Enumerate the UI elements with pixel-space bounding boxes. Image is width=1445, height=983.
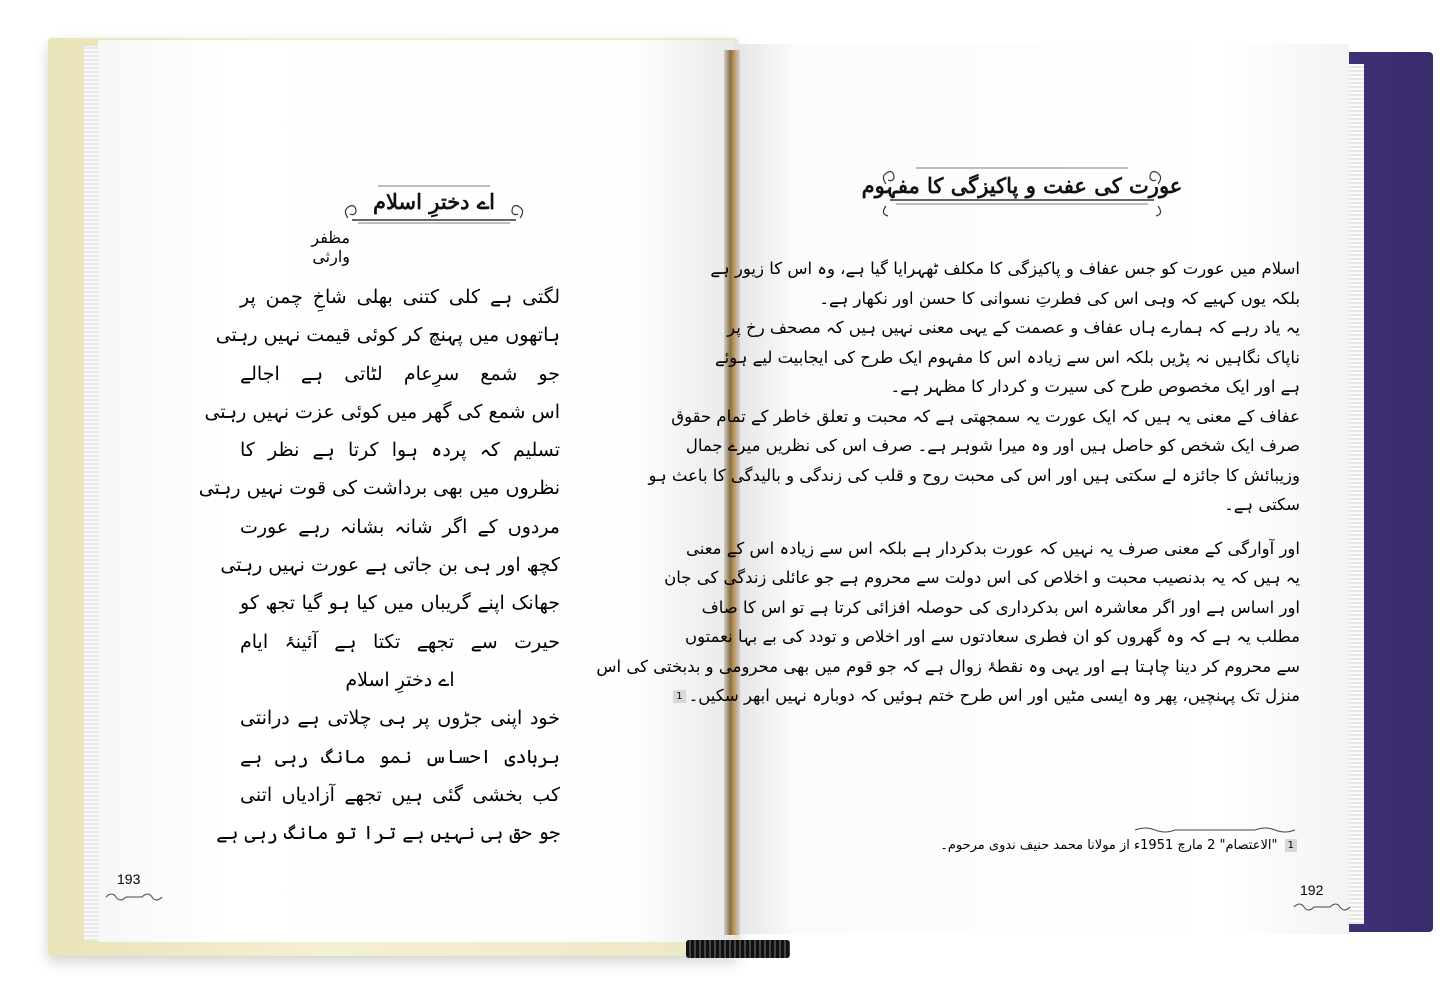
text-line: سکتی ہے۔: [1224, 495, 1300, 514]
page-number-ornament-right: [1292, 900, 1352, 914]
text-line-last: [676, 681, 1300, 711]
poem-line: ہاتھوں میں پہنچ کر کوئی قیمت نہیں رہتی: [215, 324, 560, 347]
text-line: منزل تک پہنچیں، پھر وہ ایسی مٹیں اور اس طرح ختم ہوئیں کہ دوبارہ نہیں ابھر سکیں۔: [688, 686, 1300, 705]
article-title: عورت کی عفت و پاکیزگی کا مفہوم: [861, 172, 1183, 198]
bookmark-ribbon: [686, 940, 790, 958]
text-line: صرف ایک شخص کو حاصل ہیں اور وہ میرا شوہر ہے۔ صرف اس کی نظریں میرے جمال: [685, 436, 1300, 455]
left-page-title-frame: [338, 180, 530, 230]
text-line: بلکہ یوں کہیے کہ وہی اس کی فطرتِ نسوانی کا حسن اور نکھار ہے۔: [819, 288, 1300, 308]
text-line: سے محروم کر دینا چاہتا ہے اور یہی وہ نقطۂ زوال ہے کہ جو قوم میں بھی محرومی و بدبختی کی اس: [596, 656, 1300, 676]
text-line: اور اساس ہے اور اگر معاشرہ اس بدکرداری کی حوصلہ افزائی کرتا ہے تو اس کا صاف: [701, 597, 1300, 617]
text-line: ہے اور ایک مخصوص طرح کی سیرت و کردار کا مظہر ہے۔: [890, 377, 1300, 396]
poem-line: اس شمع کی گھر میں کوئی عزت نہیں رہتی: [204, 400, 560, 423]
page-number-right: 192: [1300, 882, 1324, 898]
poem-refrain: اے دخترِ اسلام: [345, 668, 455, 691]
footnote-text: "الاعتصام" 2 مارچ 1951ء از مولانا محمد حنیف ندوی مرحوم۔: [940, 838, 1278, 853]
footnote-marker: 1: [673, 690, 685, 703]
book-spine: [724, 50, 740, 935]
poem-line: مردوں کے اگر شانہ بشانہ رہے عورت: [240, 515, 560, 538]
poem-body: [198, 278, 560, 852]
text-line: عفاف کے معنی یہ ہیں کہ ایک عورت یہ سمجھتی ہے کہ محبت و تعلق خاطر کے تمام حقوق: [671, 406, 1300, 426]
text-line: وزیبائش کا جائزہ لے سکتی ہیں اور اس کی محبت روح و قلب کی زندگی و بالیدگی کا باعث ہو: [648, 465, 1300, 485]
right-page-title-frame: [861, 162, 1183, 220]
page-number-ornament-left: [104, 890, 164, 904]
text-line: مطلب یہ ہے کہ وہ گھروں کو ان فطری سعادتوں سے اور اخلاص و تودد کی بے بہا نعمتوں: [684, 627, 1300, 646]
poem-line: جو حق ہی نہیں ہے ترا تو مانگ رہی ہے: [216, 822, 560, 845]
poem-line: جھانک اپنے گریباں میں کیا ہو گیا تجھ کو: [240, 592, 560, 615]
poem-title: اے دخترِ اسلام: [373, 188, 495, 214]
text-line: یہ ہیں کہ یہ بدنصیب محبت و اخلاص کی اس دولت سے محروم ہے جو عائلی زندگی کی جان: [664, 568, 1300, 587]
poem-line: جو شمع سرِعام لٹاتی ہے اجالے: [240, 362, 560, 385]
poem-line: تسلیم کہ پردہ ہوا کرتا ہے نظر کا: [240, 439, 560, 462]
poem-line: کب بخشی گئی ہیں تجھے آزادیاں اتنی: [240, 783, 560, 806]
poem-author: مظفر وارثی: [311, 228, 350, 266]
poem-line: نظروں میں بھی برداشت کی قوت نہیں رہتی: [198, 477, 560, 500]
text-line: اور آوارگی کے معنی صرف یہ نہیں کہ عورت بدکردار ہے بلکہ اس سے زیادہ اس کے معنی: [685, 538, 1300, 558]
poem-line: خود اپنی جڑوں پر ہی چلاتی ہے درانتی: [240, 707, 560, 730]
footnote-divider: [1135, 826, 1295, 834]
page-number-left: 193: [117, 871, 141, 887]
text-line: اسلام میں عورت کو جس عفاف و پاکیزگی کا مکلف ٹھہرایا گیا ہے، وہ اس کا زیور ہے: [710, 259, 1300, 278]
poem-line: لگتی ہے کلی کتنی بھلی شاخِ چمن پر: [240, 286, 560, 308]
footnote: [940, 838, 1300, 853]
footnote-number: 1: [1285, 839, 1297, 852]
poem-line: بربادی احساس نمو مانگ رہی ہے: [240, 745, 560, 768]
article-body: [596, 254, 1300, 711]
text-line: ناپاک نگاہیں نہ پڑیں بلکہ اس سے زیادہ اس کا مفہوم ایک طرح کی ایجابیت لیے ہوئے: [714, 347, 1300, 367]
poem-line: کچھ اور ہی بن جاتی ہے عورت نہیں رہتی: [220, 554, 560, 577]
poem-line: حیرت سے تجھے تکتا ہے آئینۂ ایام: [240, 630, 560, 653]
text-line: یہ یاد رہے کہ ہمارے ہاں عفاف و عصمت کے یہی معنی نہیں ہیں کہ مصحف رخ پر: [727, 318, 1300, 337]
